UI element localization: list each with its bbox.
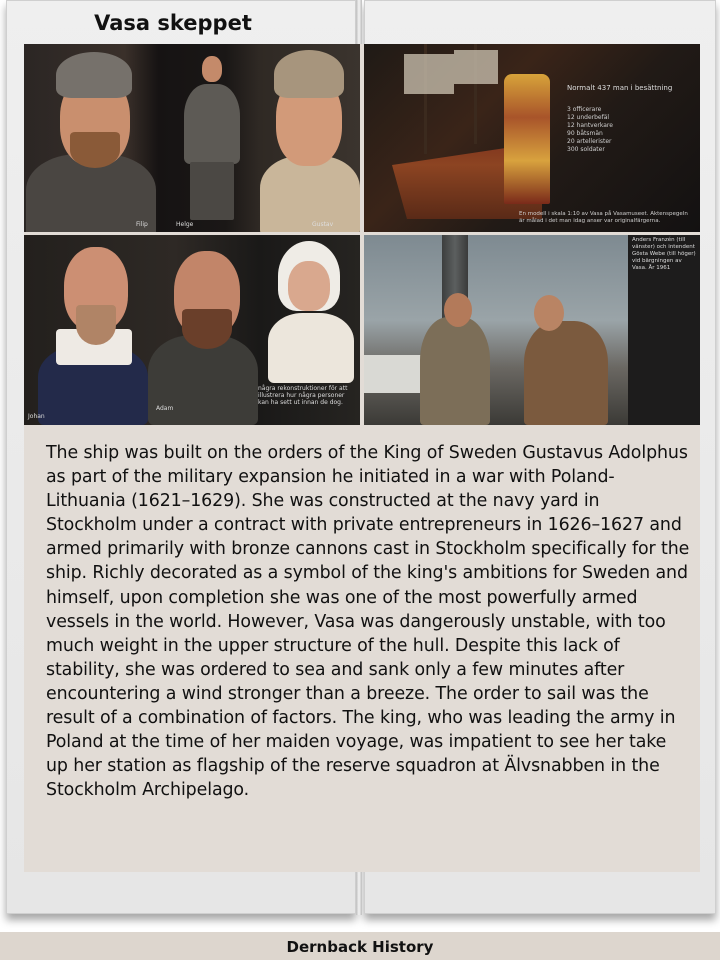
photo-label: Filip — [136, 221, 148, 228]
photo-label: Adam — [156, 405, 174, 412]
bust-cap-right — [274, 50, 344, 98]
crew-list-item: 300 soldater — [567, 146, 605, 153]
bust-beard — [182, 309, 232, 349]
footer-credit: Dernback History — [0, 932, 720, 960]
reconstruction-note: några rekonstruktioner för att illustrera hur några personer kan ha sett ut innan de dog. — [258, 385, 348, 406]
ship-sail — [454, 50, 498, 84]
ship-model-photo — [364, 44, 700, 232]
dock-photo-caption: Anders Franzén (till vänster) och intendent Gösta Webe (till höger) vid bärgningen av Vasa. År 1961 — [632, 237, 696, 271]
man-left — [420, 317, 490, 425]
bust-head — [288, 261, 330, 311]
salvage-dock-photo — [364, 235, 700, 425]
ship-crew-list — [567, 106, 613, 154]
crew-reconstructions-photo-top — [24, 44, 360, 232]
photo-label: Helge — [176, 221, 194, 228]
bust-figure-right — [260, 156, 360, 232]
figure-legs — [190, 162, 234, 220]
crew-list-item: 90 båtsmän — [567, 130, 603, 137]
ship-model-note: En modell i skala 1:10 av Vasa på Vasamuseet. Aktenspegeln är målad i det man idag anser var originalfärgerna. — [519, 211, 688, 224]
man-left-face — [444, 293, 472, 327]
crew-list-item: 12 underbefäl — [567, 114, 610, 121]
bust-beard — [76, 305, 116, 345]
figure-head — [202, 56, 222, 82]
ship-crew-caption-title: Normalt 437 man i besättning — [567, 84, 673, 92]
bust-beard — [70, 132, 120, 168]
ship-sail — [404, 54, 454, 94]
man-right — [524, 321, 608, 425]
man-right-face — [534, 295, 564, 331]
crew-list-item: 12 hantverkare — [567, 122, 613, 129]
photo-label: Johan — [28, 413, 45, 420]
bust-cap — [56, 52, 132, 98]
photo-label: Gustav — [312, 221, 334, 228]
bust-figure — [268, 313, 354, 383]
article-body-text: The ship was built on the orders of the King of Sweden Gustavus Adolphus as part of the military expansion he initiated in a war with Poland-Lithuania (1621–1629). She was constructed at the navy yard in Stockholm under a contract with private entrepreneurs in 1626–1627 and armed primarily with bronze cannons cast in Stockholm specifically for the ship. Richly decorated as a symbol of the king's ambitions for Sweden and himself, upon completion she was one of the most powerfully armed vessels in the world. However, Vasa was dangerously unstable, with too much weight in the upper structure of the hull. Despite this lack of stability, she was ordered to sea and sank only a few minutes after encountering a wind stronger than a breeze. The order to sail was the result of a combination of factors. The king, who was leading the army in Poland at the time of her maiden voyage, was impatient to see her take up her station as flagship of the reserve squadron at Älvsnabben in the Stockholm Archipelago. — [46, 443, 690, 801]
crew-reconstructions-photo-bottom — [24, 235, 360, 425]
figure-torso — [184, 84, 240, 164]
ship-stern-gilded — [504, 74, 550, 204]
crew-list-item: 3 officerare — [567, 106, 602, 113]
page-title: Vasa skeppet — [94, 11, 252, 35]
crew-list-item: 20 artellerister — [567, 138, 612, 145]
